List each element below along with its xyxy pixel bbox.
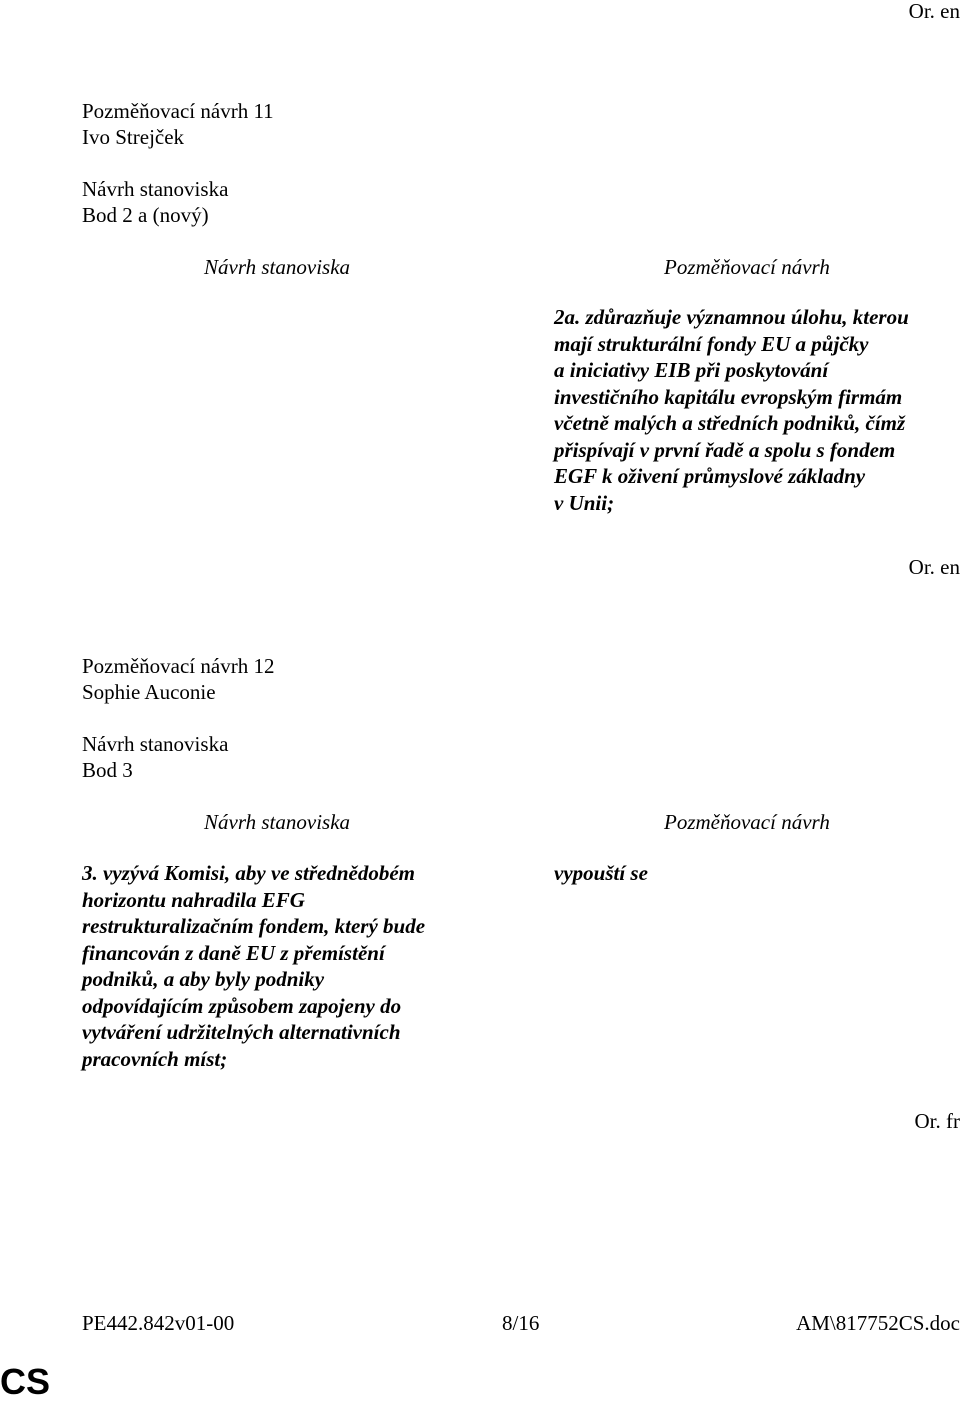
original-language-label: Or. en — [908, 555, 960, 579]
column-header-original: Návrh stanoviska — [204, 255, 351, 279]
amendment-text: 2a. zdůrazňuje významnou úlohu, kterou mají strukturální fondy EU a půjčky a iniciativy EIB při poskytování investičního kapitálu evropským firmám včetně malých a středních podniků, čímž přispívají v první řadě a spolu s fondem EGF k oživení průmyslové základny v Unii; — [554, 305, 909, 515]
amendment-author: Ivo Strejček — [82, 125, 185, 149]
amendment-item: Bod 2 a (nový) — [82, 203, 209, 227]
language-code: CS — [0, 1361, 51, 1402]
footer-doc-ref: PE442.842v01-00 — [82, 1311, 235, 1335]
amendment-number: Pozměňovací návrh 11 — [82, 99, 274, 123]
original-language-label: Or. fr — [914, 1109, 960, 1133]
amendment-author: Sophie Auconie — [82, 680, 216, 704]
amendment-doc-type: Návrh stanoviska — [82, 732, 229, 756]
original-language-label: Or. en — [908, 0, 960, 23]
amendment-item: Bod 3 — [82, 758, 133, 782]
amendment-number: Pozměňovací návrh 12 — [82, 654, 275, 678]
column-header-original: Návrh stanoviska — [204, 810, 351, 834]
amendment-doc-type: Návrh stanoviska — [82, 177, 229, 201]
footer-page-number: 8/16 — [502, 1311, 540, 1335]
column-header-amendment: Pozměňovací návrh — [664, 255, 830, 279]
column-header-amendment: Pozměňovací návrh — [664, 810, 830, 834]
original-text: 3. vyzývá Komisi, aby ve střednědobém horizontu nahradila EFG restrukturalizačním fondem, který bude financován z daně EU z přemístění podniků, a aby byly podniky odpovídajícím způsobem zapojeny do vytváření udržitelných alternativních pracovních míst; — [82, 861, 426, 1071]
footer-file-ref: AM\817752CS.doc — [796, 1311, 960, 1335]
amendment-text: vypouští se — [554, 861, 648, 885]
